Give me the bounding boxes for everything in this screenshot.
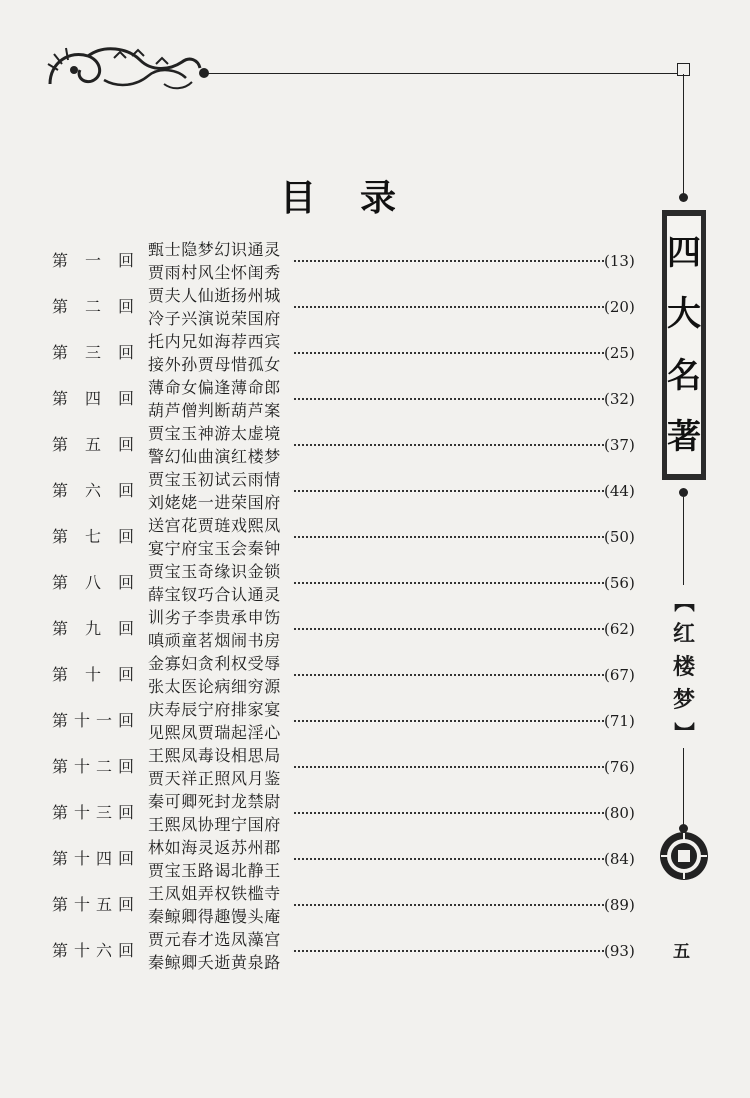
chapter-title-line: 贾雨村风尘怀闺秀 xyxy=(148,263,281,282)
chapter-char: 回 xyxy=(117,481,134,500)
dot-leader xyxy=(294,582,604,584)
chapter-title-line: 贾元春才选凤藻宫 xyxy=(148,930,281,949)
dot-leader xyxy=(294,720,604,722)
right-rule-middle xyxy=(683,497,684,585)
chapter-char: 八 xyxy=(84,573,101,592)
toc-entry[interactable] xyxy=(0,284,660,330)
chapter-char: 第 xyxy=(52,297,69,316)
toc-entry[interactable] xyxy=(0,882,660,928)
chapter-char: 第 xyxy=(52,251,69,270)
chapter-title-line: 训劣子李贵承申饬 xyxy=(148,608,281,627)
series-banner xyxy=(662,210,706,480)
chapter-char: 十 xyxy=(73,895,90,914)
toc-entry[interactable] xyxy=(0,514,660,560)
toc-entry[interactable] xyxy=(0,652,660,698)
chapter-char: 回 xyxy=(117,665,134,684)
dot-leader xyxy=(294,490,604,492)
chapter-title-line: 王凤姐弄权铁槛寺 xyxy=(148,884,281,903)
chapter-title-line: 金寡妇贪利权受辱 xyxy=(148,654,281,673)
chapter-char: 第 xyxy=(52,389,69,408)
chapter-label xyxy=(52,297,134,317)
chapter-titles xyxy=(148,744,281,790)
dot-leader xyxy=(294,950,604,952)
chapter-title-line: 刘姥姥一进荣国府 xyxy=(148,493,281,512)
toc-entry[interactable] xyxy=(0,376,660,422)
chapter-char: 五 xyxy=(95,895,112,914)
chapter-title-line: 贾宝玉路谒北静王 xyxy=(148,861,281,880)
chapter-char: 第 xyxy=(52,665,69,684)
chapter-title-line: 嗔顽童茗烟闹书房 xyxy=(148,631,281,650)
chapter-char: 回 xyxy=(117,435,134,454)
book-title xyxy=(664,592,704,742)
dot-leader xyxy=(294,444,604,446)
top-rule xyxy=(205,73,683,74)
chapter-char: 二 xyxy=(84,297,101,316)
coin-medallion-icon xyxy=(658,830,710,882)
page-ref: (76) xyxy=(604,758,635,776)
chapter-titles xyxy=(148,514,281,560)
dot-leader xyxy=(294,306,604,308)
chapter-label xyxy=(52,849,134,869)
chapter-char: 一 xyxy=(84,251,101,270)
chapter-title-line: 宴宁府宝玉会秦钟 xyxy=(148,539,281,558)
toc-entry[interactable] xyxy=(0,698,660,744)
series-char: 著 xyxy=(667,417,701,458)
toc-entry[interactable] xyxy=(0,836,660,882)
page-ref: (37) xyxy=(604,436,635,454)
chapter-title-line: 庆寿辰宁府排家宴 xyxy=(148,700,281,719)
chapter-title-line: 贾宝玉初试云雨情 xyxy=(148,470,281,489)
dot-leader xyxy=(294,812,604,814)
chapter-titles xyxy=(148,284,281,330)
series-char: 四 xyxy=(667,232,701,273)
toc-entry[interactable] xyxy=(0,330,660,376)
chapter-char: 第 xyxy=(52,435,69,454)
chapter-char: 二 xyxy=(95,757,112,776)
page-ref: (56) xyxy=(604,574,635,592)
page-ref: (25) xyxy=(604,344,635,362)
chapter-title-line: 薛宝钗巧合认通灵 xyxy=(148,585,281,604)
chapter-title-line: 秦可卿死封龙禁尉 xyxy=(148,792,281,811)
chapter-title-line: 冷子兴演说荣国府 xyxy=(148,309,281,328)
chapter-char: 十 xyxy=(73,803,90,822)
chapter-label xyxy=(52,527,134,547)
page-ref: (80) xyxy=(604,804,635,822)
chapter-label xyxy=(52,389,134,409)
chapter-titles xyxy=(148,606,281,652)
toc-entry[interactable] xyxy=(0,606,660,652)
chapter-char: 第 xyxy=(52,941,69,960)
chapter-char: 回 xyxy=(117,711,134,730)
toc-entry[interactable] xyxy=(0,422,660,468)
chapter-char: 回 xyxy=(117,803,134,822)
toc-entry[interactable] xyxy=(0,238,660,284)
chapter-char: 四 xyxy=(84,389,101,408)
chapter-title-line: 警幻仙曲演红楼梦 xyxy=(148,447,281,466)
chapter-char: 回 xyxy=(117,757,134,776)
chapter-title-line: 王熙凤毒设相思局 xyxy=(148,746,281,765)
page-ref: (32) xyxy=(604,390,635,408)
right-rule-lower xyxy=(683,748,684,826)
chapter-char: 五 xyxy=(84,435,101,454)
page-number: 五 xyxy=(673,942,690,962)
dot-leader xyxy=(294,352,604,354)
chapter-char: 第 xyxy=(52,711,69,730)
toc-entry[interactable] xyxy=(0,790,660,836)
chapter-char: 六 xyxy=(84,481,101,500)
series-char: 大 xyxy=(667,294,701,335)
bracket-open: 【 xyxy=(672,592,696,612)
chapter-titles xyxy=(148,422,281,468)
page-ref: (44) xyxy=(604,482,635,500)
rule-dot-icon xyxy=(679,193,688,202)
chapter-label xyxy=(52,435,134,455)
chapter-titles xyxy=(148,652,281,698)
chapter-title-line: 见熙凤贾瑞起淫心 xyxy=(148,723,281,742)
page-ref: (13) xyxy=(604,252,635,270)
page-ref: (67) xyxy=(604,666,635,684)
dragon-ornament-icon xyxy=(44,40,204,100)
dot-leader xyxy=(294,260,604,262)
book-title-char: 红 xyxy=(672,621,695,647)
chapter-char: 第 xyxy=(52,803,69,822)
chapter-title-line: 王熙凤协理宁国府 xyxy=(148,815,281,834)
chapter-char: 回 xyxy=(117,389,134,408)
chapter-title-line: 甄士隐梦幻识通灵 xyxy=(148,240,281,259)
rule-dot-icon xyxy=(679,488,688,497)
chapter-label xyxy=(52,803,134,823)
chapter-label xyxy=(52,343,134,363)
dot-leader xyxy=(294,398,604,400)
chapter-titles xyxy=(148,836,281,882)
toc-entry[interactable] xyxy=(0,468,660,514)
chapter-char: 三 xyxy=(84,343,101,362)
book-title-char: 梦 xyxy=(672,687,695,713)
chapter-char: 回 xyxy=(117,527,134,546)
chapter-title-line: 送宫花贾琏戏熙凤 xyxy=(148,516,281,535)
page-ref: (71) xyxy=(604,712,635,730)
toc-entry[interactable] xyxy=(0,928,660,974)
chapter-char: 回 xyxy=(117,573,134,592)
chapter-char: 第 xyxy=(52,849,69,868)
chapter-char: 九 xyxy=(84,619,101,638)
dot-leader xyxy=(294,628,604,630)
chapter-label xyxy=(52,941,134,961)
chapter-char: 一 xyxy=(95,711,112,730)
toc-entry[interactable] xyxy=(0,560,660,606)
toc-entry[interactable] xyxy=(0,744,660,790)
chapter-char: 第 xyxy=(52,527,69,546)
chapter-label xyxy=(52,481,134,501)
page-ref: (93) xyxy=(604,942,635,960)
chapter-label xyxy=(52,251,134,271)
chapter-titles xyxy=(148,238,281,284)
chapter-titles xyxy=(148,468,281,514)
chapter-label xyxy=(52,665,134,685)
chapter-label xyxy=(52,711,134,731)
chapter-char: 回 xyxy=(117,895,134,914)
page-ref: (62) xyxy=(604,620,635,638)
page-ref: (50) xyxy=(604,528,635,546)
chapter-title-line: 薄命女偏逢薄命郎 xyxy=(148,378,281,397)
page-title: 目录 xyxy=(280,177,441,219)
chapter-titles xyxy=(148,376,281,422)
chapter-titles xyxy=(148,790,281,836)
chapter-char: 回 xyxy=(117,343,134,362)
chapter-titles xyxy=(148,928,281,974)
chapter-title-line: 贾宝玉奇缘识金锁 xyxy=(148,562,281,581)
chapter-title-line: 葫芦僧判断葫芦案 xyxy=(148,401,281,420)
chapter-title-line: 接外孙贾母惜孤女 xyxy=(148,355,281,374)
chapter-char: 第 xyxy=(52,757,69,776)
chapter-char: 十 xyxy=(84,665,101,684)
chapter-char: 第 xyxy=(52,481,69,500)
chapter-char: 回 xyxy=(117,297,134,316)
chapter-titles xyxy=(148,560,281,606)
chapter-label xyxy=(52,619,134,639)
chapter-char: 七 xyxy=(84,527,101,546)
chapter-title-line: 秦鲸卿得趣馒头庵 xyxy=(148,907,281,926)
dot-leader xyxy=(294,766,604,768)
page-ref: (20) xyxy=(604,298,635,316)
chapter-char: 三 xyxy=(95,803,112,822)
chapter-char: 第 xyxy=(52,573,69,592)
chapter-titles xyxy=(148,882,281,928)
chapter-char: 十 xyxy=(73,757,90,776)
bracket-close: 】 xyxy=(672,722,696,742)
chapter-char: 回 xyxy=(117,251,134,270)
chapter-char: 六 xyxy=(95,941,112,960)
chapter-label xyxy=(52,895,134,915)
chapter-label xyxy=(52,757,134,777)
chapter-char: 第 xyxy=(52,895,69,914)
chapter-char: 四 xyxy=(95,849,112,868)
right-rule-upper xyxy=(683,74,684,196)
chapter-title-line: 张太医论病细穷源 xyxy=(148,677,281,696)
chapter-char: 十 xyxy=(73,941,90,960)
page-ref: (84) xyxy=(604,850,635,868)
chapter-title-line: 贾天祥正照风月鉴 xyxy=(148,769,281,788)
chapter-title-line: 贾宝玉神游太虚境 xyxy=(148,424,281,443)
chapter-char: 第 xyxy=(52,619,69,638)
chapter-titles xyxy=(148,330,281,376)
chapter-titles xyxy=(148,698,281,744)
chapter-title-line: 林如海灵返苏州郡 xyxy=(148,838,281,857)
chapter-title-line: 贾夫人仙逝扬州城 xyxy=(148,286,281,305)
chapter-char: 回 xyxy=(117,849,134,868)
dot-leader xyxy=(294,904,604,906)
chapter-char: 回 xyxy=(117,941,134,960)
page-ref: (89) xyxy=(604,896,635,914)
book-title-char: 楼 xyxy=(672,654,695,680)
chapter-char: 十 xyxy=(73,711,90,730)
chapter-title-line: 秦鲸卿夭逝黄泉路 xyxy=(148,953,281,972)
chapter-char: 回 xyxy=(117,619,134,638)
dot-leader xyxy=(294,858,604,860)
series-char: 名 xyxy=(667,355,701,396)
chapter-char: 十 xyxy=(73,849,90,868)
dot-leader xyxy=(294,674,604,676)
chapter-title-line: 托内兄如海荐西宾 xyxy=(148,332,281,351)
dot-leader xyxy=(294,536,604,538)
chapter-label xyxy=(52,573,134,593)
chapter-char: 第 xyxy=(52,343,69,362)
